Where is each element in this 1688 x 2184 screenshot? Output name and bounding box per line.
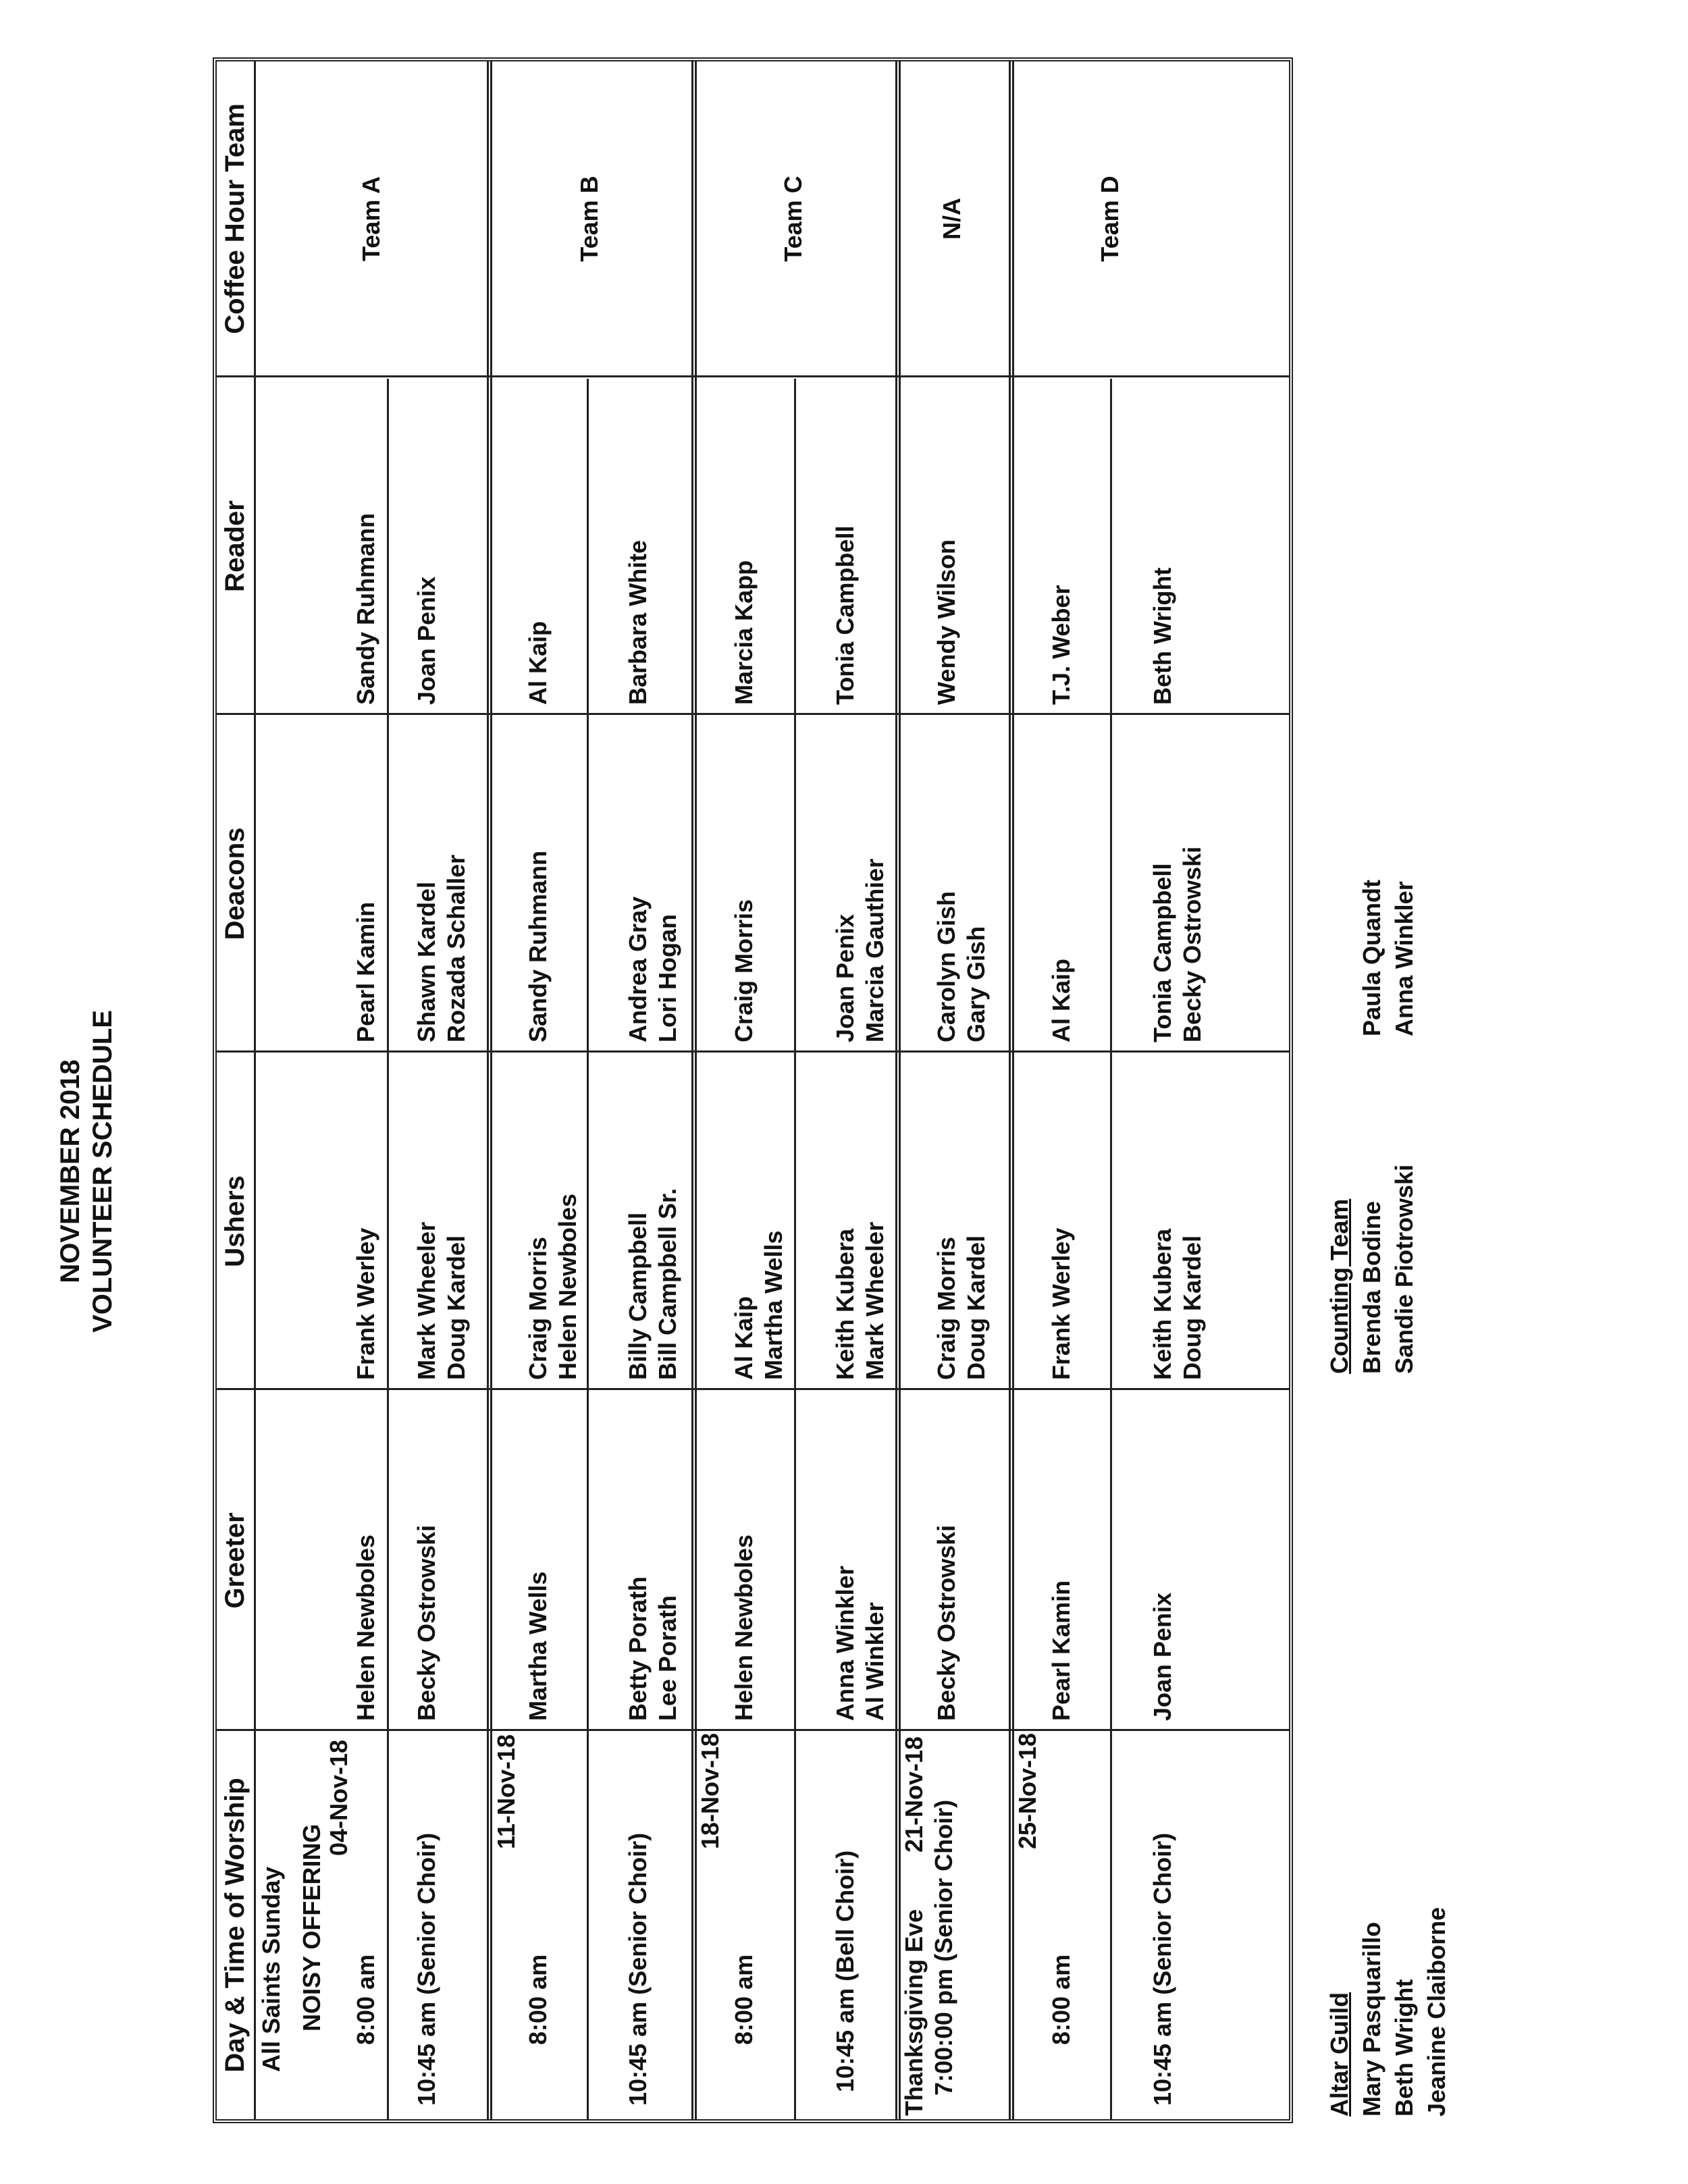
greeter-cell: Martha Wells — [524, 1571, 552, 1721]
row-date: 18-Nov-18 — [696, 1732, 724, 1849]
greeter-cell: Anna Winkler — [831, 1566, 859, 1721]
row-time: 8:00 am — [524, 1954, 552, 2045]
reader-cell: Beth Wright — [1149, 567, 1176, 705]
ushers-cell: Craig Morris — [524, 1236, 552, 1380]
deacons-cell: Tonia Campbell — [1149, 863, 1176, 1042]
deacons-cell: Pearl Kamin — [352, 901, 379, 1042]
schedule-table — [213, 57, 1293, 2123]
col-divider — [217, 1050, 1289, 1053]
ushers-cell: Mark Wheeler — [413, 1221, 440, 1380]
counting-team-col2 — [1356, 880, 1421, 1036]
altar-guild-member: Jeanine Claiborne — [1423, 1907, 1450, 2116]
coffee-na: N/A — [938, 198, 966, 240]
row-time: 8:00 am — [730, 1954, 758, 2045]
greeter-cell: Helen Newboles — [730, 1534, 758, 1721]
row-divider — [387, 379, 389, 2119]
altar-guild-section — [1323, 1907, 1453, 2116]
ushers-cell: Helen Newboles — [554, 1193, 581, 1380]
row-time: 10:45 am (Senior Choir) — [624, 1832, 652, 2106]
counting-team-member: Sandie Piotrowski — [1390, 1164, 1418, 1374]
row-time: 8:00 am — [1047, 1954, 1075, 2045]
coffee-team-d: Team D — [1096, 176, 1124, 262]
row-time: 10:45 am (Senior Choir) — [1149, 1832, 1176, 2106]
greeter-cell: Al Winkler — [861, 1602, 889, 1721]
counting-team-section — [1323, 1165, 1421, 1374]
counting-team-heading: Counting Team — [1325, 1198, 1353, 1374]
row-date: 11-Nov-18 — [492, 1734, 520, 1849]
note-noisy-offering: NOISY OFFERING — [298, 1823, 325, 2031]
reader-cell: T.J. Weber — [1047, 585, 1075, 705]
row-date: 21-Nov-18 — [900, 1736, 928, 1853]
col-divider — [217, 1388, 1289, 1390]
deacons-cell: Carolyn Gish — [932, 890, 960, 1042]
counting-team-member: Brenda Bodine — [1358, 1200, 1386, 1374]
deacons-cell: Becky Ostrowski — [1178, 846, 1206, 1042]
header-day: Day & Time of Worship — [217, 1731, 256, 2119]
row-time: 10:45 am (Bell Choir) — [831, 1850, 859, 2092]
header-greeter: Greeter — [217, 1390, 256, 1731]
deacons-cell: Shawn Kardel — [413, 881, 440, 1042]
title-schedule: VOLUNTEER SCHEDULE — [88, 1010, 117, 1333]
deacons-cell: Rozada Schaller — [442, 854, 470, 1042]
row-time: 8:00 am — [352, 1954, 379, 2045]
ushers-cell: Doug Kardel — [442, 1235, 470, 1380]
deacons-cell: Joan Penix — [831, 913, 859, 1042]
greeter-cell: Joan Penix — [1149, 1592, 1176, 1721]
greeter-cell: Helen Newboles — [352, 1534, 379, 1721]
ushers-cell: Martha Wells — [760, 1230, 787, 1380]
ushers-cell: Keith Kubera — [831, 1228, 859, 1380]
col-divider — [217, 1729, 1289, 1731]
row-date: 25-Nov-18 — [1013, 1732, 1041, 1849]
header-coffee: Coffee Hour Team — [217, 60, 256, 377]
deacons-cell: Gary Gish — [962, 926, 990, 1042]
header-reader: Reader — [217, 377, 256, 715]
counting-team-member: Paula Quandt — [1358, 879, 1386, 1036]
ushers-cell: Mark Wheeler — [861, 1221, 889, 1380]
row-time: 7:00:00 pm (Senior Choir) — [930, 1799, 957, 2096]
ushers-cell: Craig Morris — [932, 1236, 960, 1380]
row-divider — [587, 379, 589, 2119]
coffee-team-b: Team B — [575, 176, 603, 262]
reader-cell: Wendy Wilson — [932, 539, 960, 705]
ushers-cell: Frank Werley — [1047, 1227, 1075, 1380]
title-month: NOVEMBER 2018 — [55, 1059, 85, 1283]
reader-cell: Al Kaip — [524, 620, 552, 705]
greeter-cell: Lee Porath — [654, 1595, 681, 1721]
reader-cell: Sandy Ruhmann — [352, 512, 379, 705]
ushers-cell: Bill Campbell Sr. — [654, 1188, 681, 1380]
note-thanksgiving: Thanksgiving Eve — [900, 1909, 928, 2116]
ushers-cell: Al Kaip — [730, 1296, 758, 1380]
greeter-cell: Becky Ostrowski — [413, 1524, 440, 1721]
altar-guild-member: Beth Wright — [1390, 1979, 1418, 2116]
reader-cell: Barbara White — [624, 539, 652, 705]
ushers-cell: Doug Kardel — [962, 1235, 990, 1380]
reader-cell: Marcia Kapp — [730, 560, 758, 705]
reader-cell: Joan Penix — [413, 576, 440, 705]
header-ushers: Ushers — [217, 1053, 256, 1390]
altar-guild-heading: Altar Guild — [1325, 1992, 1353, 2116]
row-time: 10:45 am (Senior Choir) — [413, 1832, 440, 2106]
ushers-cell: Billy Campbell — [624, 1212, 652, 1380]
col-divider — [217, 713, 1289, 715]
counting-team-member: Anna Winkler — [1390, 881, 1418, 1036]
deacons-cell: Lori Hogan — [654, 914, 681, 1042]
ushers-cell: Doug Kardel — [1178, 1235, 1206, 1380]
row-divider — [1110, 379, 1112, 2119]
row-divider — [794, 379, 796, 2119]
deacons-cell: Al Kaip — [1047, 958, 1075, 1042]
deacons-cell: Craig Morris — [730, 899, 758, 1042]
header-deacons: Deacons — [217, 715, 256, 1053]
greeter-cell: Betty Porath — [624, 1576, 652, 1721]
note-all-saints: All Saints Sunday — [257, 1866, 285, 2072]
greeter-cell: Becky Ostrowski — [932, 1524, 960, 1721]
row-date: 04-Nov-18 — [325, 1739, 352, 1856]
greeter-cell: Pearl Kamin — [1047, 1580, 1075, 1721]
reader-cell: Tonia Campbell — [831, 525, 859, 705]
deacons-cell: Sandy Ruhmann — [524, 850, 552, 1042]
title-block — [54, 834, 119, 1509]
deacons-cell: Andrea Gray — [624, 896, 652, 1042]
deacons-cell: Marcia Gauthier — [861, 858, 889, 1042]
coffee-team-c: Team C — [779, 176, 807, 262]
coffee-team-a: Team A — [357, 176, 385, 262]
altar-guild-member: Mary Pasquarillo — [1358, 1921, 1386, 2116]
ushers-cell: Keith Kubera — [1149, 1228, 1176, 1380]
ushers-cell: Frank Werley — [352, 1227, 379, 1380]
